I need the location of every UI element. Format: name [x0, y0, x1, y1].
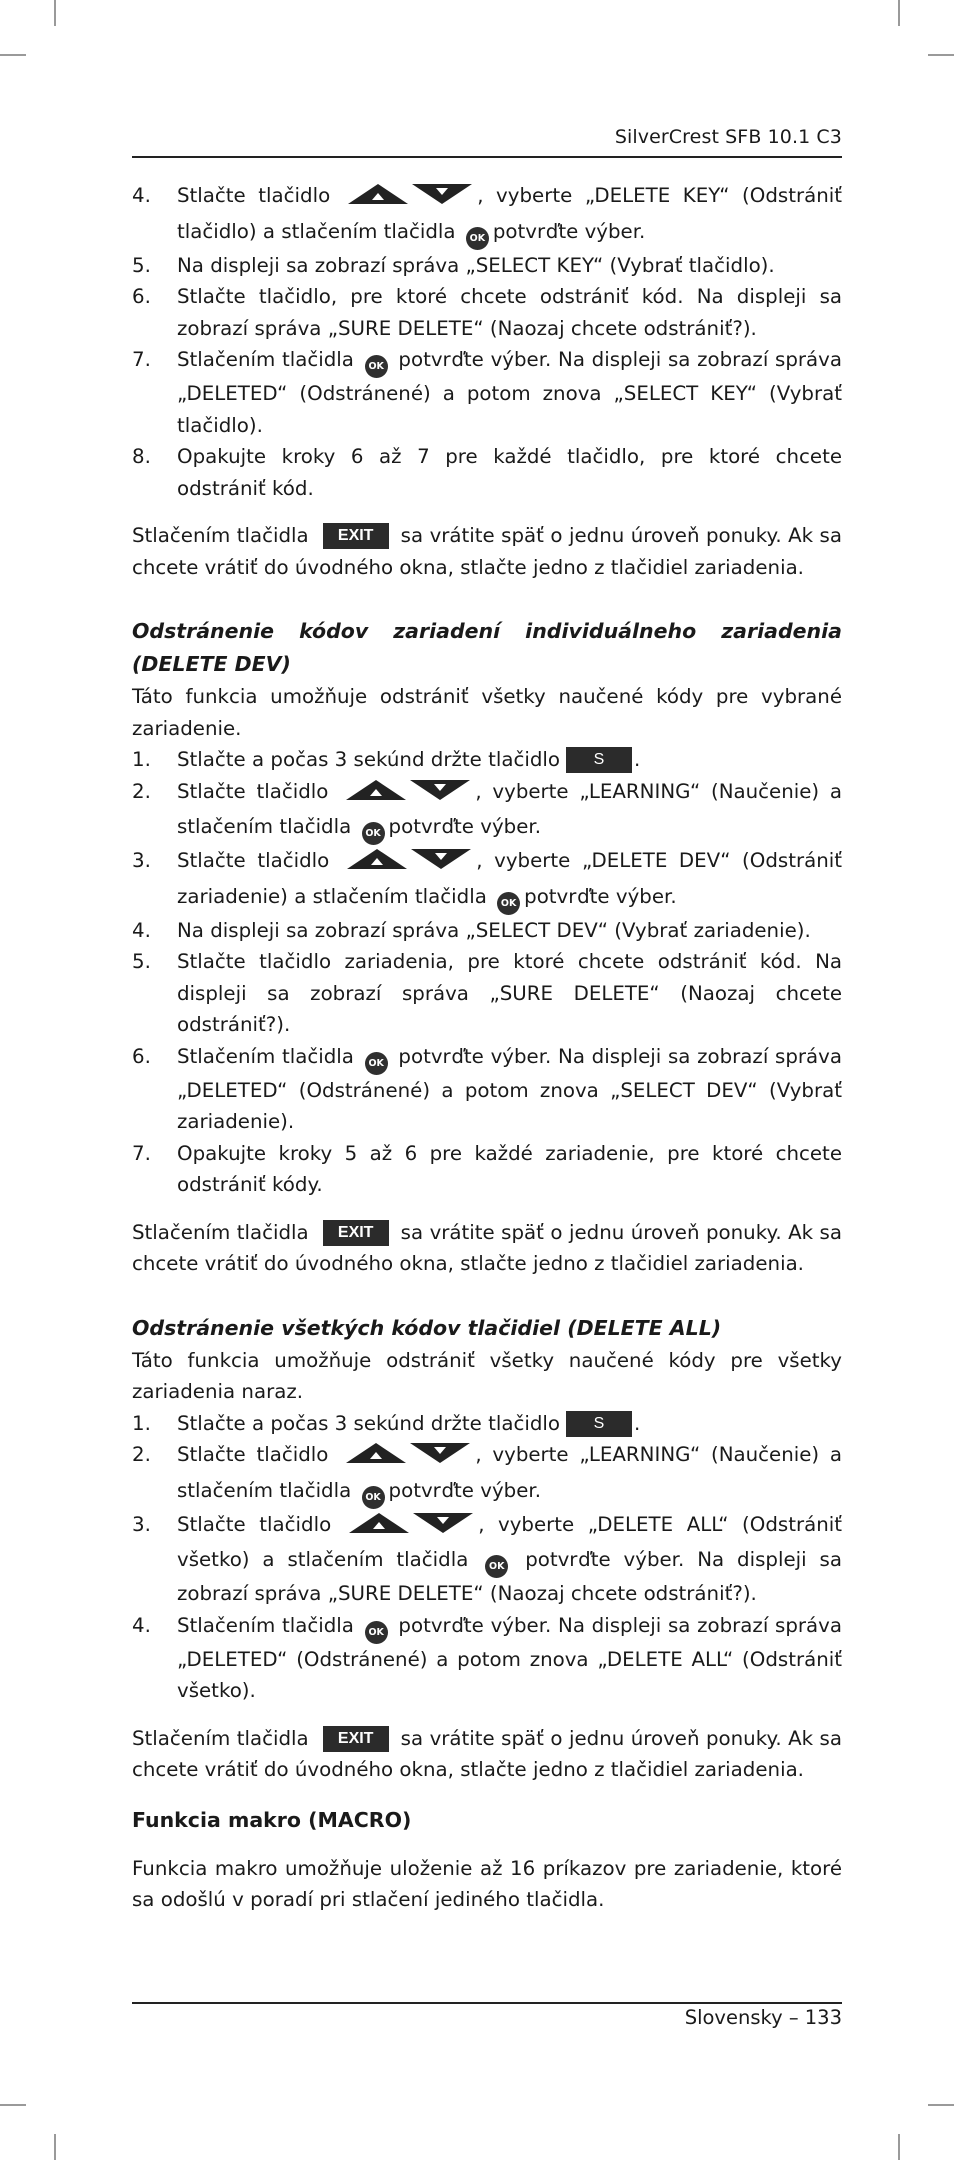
up-down-arrows-icon — [342, 778, 474, 812]
crop-mark — [928, 54, 954, 56]
section-heading: Odstránenie kódov zariadení individuálneho zariadenia (DELETE DEV) — [132, 619, 842, 676]
exit-key-icon: EXIT — [323, 1726, 389, 1752]
up-down-arrows-icon — [345, 1511, 477, 1545]
crop-mark — [928, 2104, 954, 2106]
list-item: 3. Stlačte tlačidlo , vyberte „DELETE ALL“ (Odstrániť všetko) a stlačením tlačidla OK potvrďte výber. Na displeji sa zobrazí správa „SURE DELETE“ (Naozaj chcete odstrániť?). — [132, 1509, 842, 1610]
up-down-arrows-icon — [343, 847, 475, 881]
exit-key-icon: EXIT — [323, 1220, 389, 1246]
list-item: 4. Stlačte tlačidlo , vyberte „DELETE KEY“ (Odstrániť tlačidlo) a stlačením tlačidla OK potvrďte výber. — [132, 180, 842, 250]
step-number: 7. — [132, 348, 151, 371]
list-item: 6. Stlačte tlačidlo, pre ktoré chcete odstrániť kód. Na displeji sa zobrazí správa „SURE DELETE“ (Naozaj chcete odstrániť?). — [132, 281, 842, 344]
ok-icon: OK — [365, 1621, 388, 1644]
up-down-arrows-icon — [344, 182, 476, 216]
ok-icon: OK — [497, 892, 520, 915]
running-header: SilverCrest SFB 10.1 C3 — [614, 126, 842, 148]
list-item: 4. Na displeji sa zobrazí správa „SELECT DEV“ (Vybrať zariadenie). — [132, 915, 842, 947]
section-text: Funkcia makro umožňuje uloženie až 16 príkazov pre zariadenie, ktoré sa odošlú v poradí pri stlačení jediného tlačidla. — [132, 1856, 842, 1911]
step-number: 6. — [132, 285, 151, 308]
step-number: 1. — [132, 1411, 151, 1435]
ok-icon: OK — [466, 227, 489, 250]
list-item: 1. Stlačte a počas 3 sekúnd držte tlačidlo S . — [132, 1408, 842, 1440]
step-number: 8. — [132, 445, 151, 468]
section-heading: Funkcia makro (MACRO) — [132, 1807, 412, 1832]
list-item: 3. Stlačte tlačidlo , vyberte „DELETE DEV“ (Odstrániť zariadenie) a stlačením tlačidla OK potvrďte výber. — [132, 845, 842, 915]
section-intro: Táto funkcia umožňuje odstrániť všetky naučené kódy pre všetky zariadenia naraz. — [132, 1348, 842, 1403]
exit-paragraph: Stlačením tlačidla EXIT sa vrátite späť o jednu úroveň ponuky. Ak sa chcete vrátiť do úvodného okna, stlačte jedno z tlačidiel zariadenia. — [132, 1220, 842, 1275]
header-rule — [132, 156, 842, 158]
footer-rule — [132, 2002, 842, 2004]
list-item: 7. Opakujte kroky 5 až 6 pre každé zariadenie, pre ktoré chcete odstrániť kódy. — [132, 1138, 842, 1201]
step-number: 4. — [132, 184, 151, 207]
section-heading: Odstránenie všetkých kódov tlačidiel (DELETE ALL) — [132, 1315, 722, 1340]
step-number: 1. — [132, 748, 151, 771]
step-number: 7. — [132, 1141, 151, 1165]
list-item: 1. Stlačte a počas 3 sekúnd držte tlačidlo S . — [132, 744, 842, 776]
page-content — [132, 180, 842, 1916]
section-intro: Táto funkcia umožňuje odstrániť všetky naučené kódy pre vybrané zariadenie. — [132, 685, 842, 740]
list-item: 2. Stlačte tlačidlo , vyberte „LEARNING“ (Naučenie) a stlačením tlačidla OK potvrďte výber. — [132, 776, 842, 846]
ok-icon: OK — [362, 1486, 385, 1509]
crop-mark — [898, 0, 900, 26]
step-number: 6. — [132, 1044, 151, 1068]
ok-icon: OK — [365, 1052, 388, 1075]
crop-mark — [54, 2134, 56, 2160]
step-list — [132, 744, 842, 1201]
crop-mark — [0, 54, 26, 56]
step-number: 2. — [132, 1443, 151, 1466]
step-number: 4. — [132, 1613, 151, 1637]
step-number: 5. — [132, 253, 151, 277]
list-item: 7. Stlačením tlačidla OK potvrďte výber. Na displeji sa zobrazí správa „DELETED“ (Odstránené) a potom znova „SELECT KEY“ (Vybrať tlačidlo). — [132, 344, 842, 441]
exit-paragraph: Stlačením tlačidla EXIT sa vrátite späť o jednu úroveň ponuky. Ak sa chcete vrátiť do úvodného okna, stlačte jedno z tlačidiel zariadenia. — [132, 524, 842, 579]
crop-mark — [54, 0, 56, 26]
step-number: 2. — [132, 779, 151, 803]
ok-icon: OK — [362, 822, 385, 845]
ok-icon: OK — [485, 1555, 508, 1578]
step-number: 4. — [132, 918, 151, 942]
step-number: 3. — [132, 1512, 151, 1536]
up-down-arrows-icon — [342, 1441, 474, 1475]
step-number: 5. — [132, 950, 151, 973]
s-key-icon: S — [566, 1411, 632, 1437]
step-list — [132, 1408, 842, 1707]
s-key-icon: S — [566, 747, 632, 773]
list-item: 5. Stlačte tlačidlo zariadenia, pre ktoré chcete odstrániť kód. Na displeji sa zobrazí správa „SURE DELETE“ (Naozaj chcete odstrániť?). — [132, 946, 842, 1041]
list-item: 2. Stlačte tlačidlo , vyberte „LEARNING“ (Naučenie) a stlačením tlačidla OK potvrďte výber. — [132, 1439, 842, 1509]
page-number: Slovensky – 133 — [684, 2006, 842, 2029]
list-item: 8. Opakujte kroky 6 až 7 pre každé tlačidlo, pre ktoré chcete odstrániť kód. — [132, 441, 842, 504]
list-item: 6. Stlačením tlačidla OK potvrďte výber. Na displeji sa zobrazí správa „DELETED“ (Odstránené) a potom znova „SELECT DEV“ (Vybrať zariadenie). — [132, 1041, 842, 1138]
list-item: 5. Na displeji sa zobrazí správa „SELECT KEY“ (Vybrať tlačidlo). — [132, 250, 842, 282]
crop-mark — [0, 2104, 26, 2106]
step-list — [132, 180, 842, 504]
ok-icon: OK — [365, 355, 388, 378]
crop-mark — [898, 2134, 900, 2160]
step-number: 3. — [132, 849, 151, 872]
exit-key-icon: EXIT — [323, 523, 389, 549]
list-item: 4. Stlačením tlačidla OK potvrďte výber. Na displeji sa zobrazí správa „DELETED“ (Odstránené) a potom znova „DELETE ALL“ (Odstrániť všetko). — [132, 1610, 842, 1707]
exit-paragraph: Stlačením tlačidla EXIT sa vrátite späť o jednu úroveň ponuky. Ak sa chcete vrátiť do úvodného okna, stlačte jedno z tlačidiel zariadenia. — [132, 1726, 842, 1781]
